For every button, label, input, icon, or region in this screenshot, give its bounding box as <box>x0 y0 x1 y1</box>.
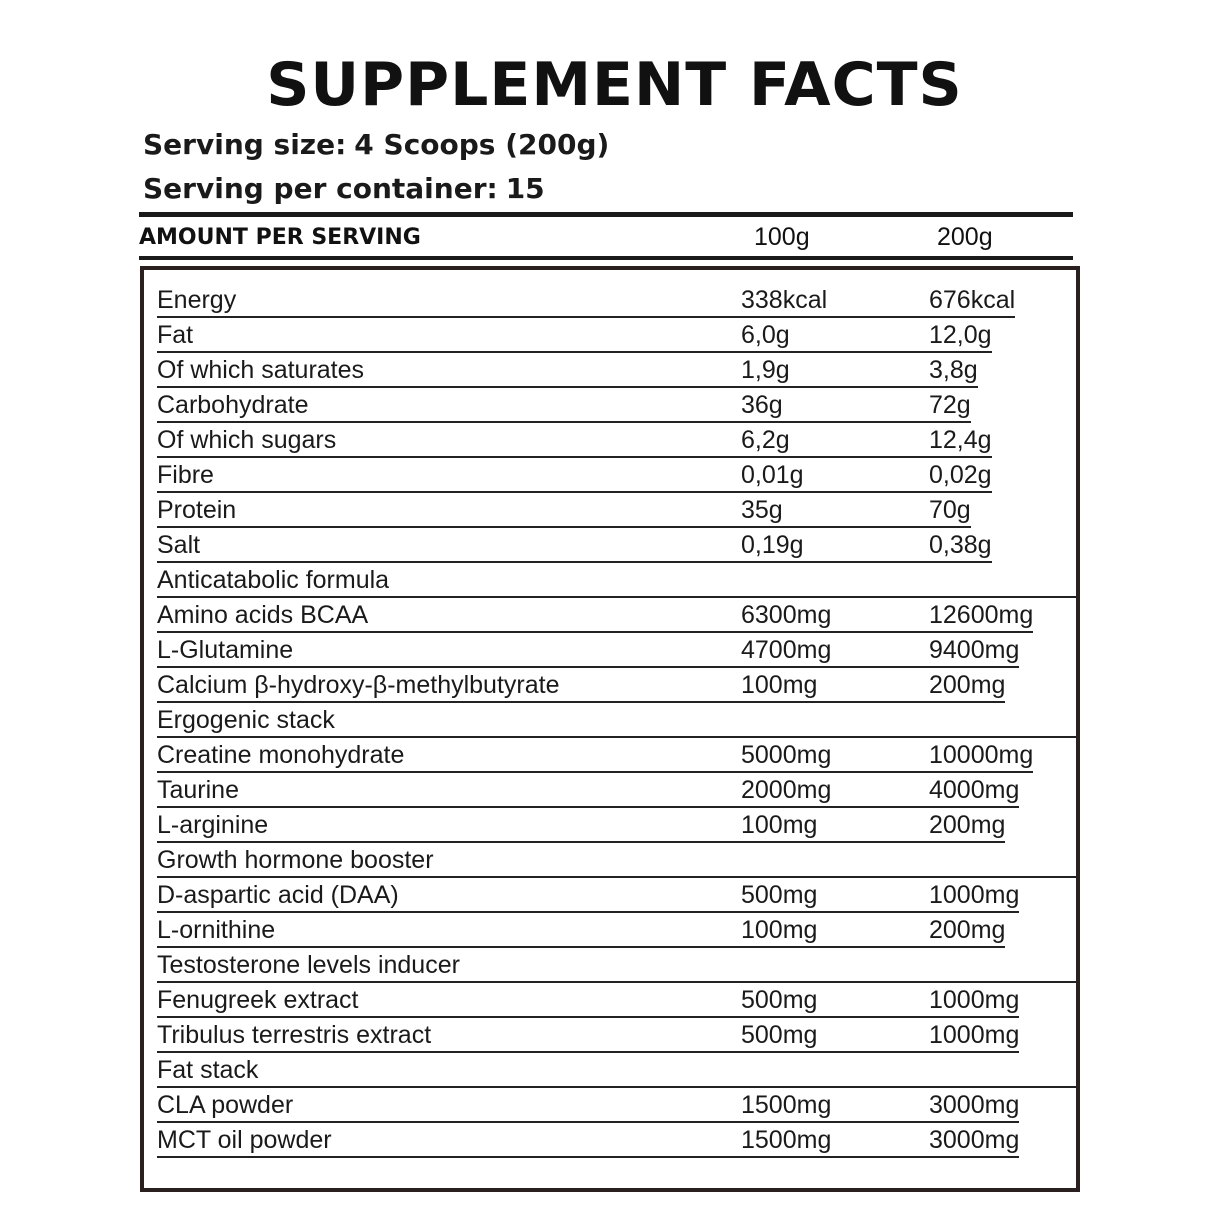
value-100g: 500mg <box>741 881 818 909</box>
page-title: SUPPLEMENT FACTS <box>266 50 963 120</box>
nutrient-name: L-ornithine <box>157 916 276 944</box>
serving-size-label: Serving size: <box>143 128 347 161</box>
value-200g: 0,38g <box>929 531 992 559</box>
value-100g: 100mg <box>741 811 818 839</box>
value-200g: 1000mg <box>929 881 1020 909</box>
value-200g: 4000mg <box>929 776 1020 804</box>
value-100g: 1500mg <box>741 1126 832 1154</box>
value-200g: 200mg <box>929 671 1006 699</box>
value-100g: 2000mg <box>741 776 832 804</box>
servings-per-container-line <box>143 172 545 206</box>
nutrient-name: Tribulus terrestris extract <box>157 1021 432 1049</box>
nutrient-name: Carbohydrate <box>157 391 309 419</box>
value-200g: 10000mg <box>929 741 1034 769</box>
section-heading: Ergogenic stack <box>157 706 335 734</box>
row-underline <box>157 526 971 528</box>
nutrient-name: D-aspartic acid (DAA) <box>157 881 399 909</box>
nutrient-name: CLA powder <box>157 1091 294 1119</box>
nutrient-name: Of which saturates <box>157 356 365 384</box>
servings-per-container-value: 15 <box>505 172 545 205</box>
value-200g: 1000mg <box>929 1021 1020 1049</box>
row-underline <box>157 1051 1019 1053</box>
value-100g: 0,19g <box>741 531 804 559</box>
value-100g: 35g <box>741 496 783 524</box>
nutrient-name: Salt <box>157 531 201 559</box>
nutrient-name: Energy <box>157 286 237 314</box>
servings-per-container-label: Serving per container: <box>143 172 498 205</box>
value-100g: 6300mg <box>741 601 832 629</box>
value-100g: 6,2g <box>741 426 790 454</box>
value-200g: 12600mg <box>929 601 1034 629</box>
nutrient-name: Protein <box>157 496 237 524</box>
value-200g: 200mg <box>929 916 1006 944</box>
value-100g: 4700mg <box>741 636 832 664</box>
amount-per-serving-header: AMOUNT PER SERVING <box>139 225 421 250</box>
nutrient-name: Of which sugars <box>157 426 337 454</box>
nutrient-name: L-Glutamine <box>157 636 294 664</box>
nutrient-name: Calcium β-hydroxy-β-methylbutyrate <box>157 671 560 699</box>
section-heading: Growth hormone booster <box>157 846 434 874</box>
value-200g: 3000mg <box>929 1091 1020 1119</box>
value-100g: 500mg <box>741 1021 818 1049</box>
serving-size-line <box>143 128 609 162</box>
nutrient-name: Fat <box>157 321 194 349</box>
row-underline <box>157 771 1033 773</box>
value-200g: 1000mg <box>929 986 1020 1014</box>
nutrient-name: Taurine <box>157 776 239 804</box>
value-100g: 6,0g <box>741 321 790 349</box>
value-100g: 338kcal <box>741 286 828 314</box>
header-bottom-rule <box>139 256 1073 260</box>
nutrient-name: Amino acids BCAA <box>157 601 369 629</box>
row-underline <box>157 456 992 458</box>
row-underline <box>157 1156 1019 1158</box>
value-200g: 9400mg <box>929 636 1020 664</box>
value-100g: 500mg <box>741 986 818 1014</box>
value-200g: 676kcal <box>929 286 1016 314</box>
column-header-100g: 100g <box>754 223 810 251</box>
value-100g: 100mg <box>741 671 818 699</box>
row-underline <box>157 806 1019 808</box>
value-100g: 36g <box>741 391 783 419</box>
value-100g: 0,01g <box>741 461 804 489</box>
row-underline <box>157 316 1015 318</box>
row-underline <box>157 491 992 493</box>
section-heading: Anticatabolic formula <box>157 566 390 594</box>
value-100g: 100mg <box>741 916 818 944</box>
value-200g: 70g <box>929 496 971 524</box>
nutrient-name: MCT oil powder <box>157 1126 332 1154</box>
nutrient-name: Fibre <box>157 461 214 489</box>
value-100g: 5000mg <box>741 741 832 769</box>
value-200g: 3000mg <box>929 1126 1020 1154</box>
value-200g: 12,4g <box>929 426 992 454</box>
column-header-200g: 200g <box>937 223 993 251</box>
header-top-rule <box>139 212 1073 217</box>
value-200g: 200mg <box>929 811 1006 839</box>
nutrient-name: Fenugreek extract <box>157 986 359 1014</box>
value-100g: 1,9g <box>741 356 790 384</box>
nutrient-name: L-arginine <box>157 811 269 839</box>
value-200g: 72g <box>929 391 971 419</box>
row-underline <box>157 911 1019 913</box>
section-heading: Fat stack <box>157 1056 259 1084</box>
nutrient-name: Creatine monohydrate <box>157 741 405 769</box>
value-200g: 3,8g <box>929 356 978 384</box>
value-100g: 1500mg <box>741 1091 832 1119</box>
value-200g: 12,0g <box>929 321 992 349</box>
section-heading: Testosterone levels inducer <box>157 951 460 979</box>
value-200g: 0,02g <box>929 461 992 489</box>
serving-size-value: 4 Scoops (200g) <box>354 128 610 161</box>
